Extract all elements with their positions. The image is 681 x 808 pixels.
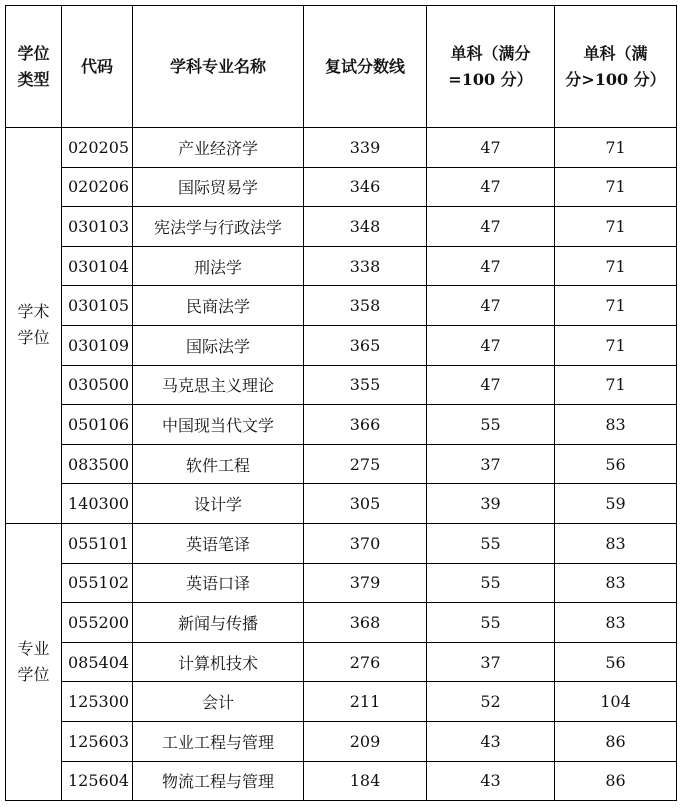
cell-single-over-100: 86 <box>555 761 677 801</box>
cell-single-over-100: 71 <box>555 325 677 365</box>
cell-major-name: 设计学 <box>133 484 304 524</box>
cell-major-name: 中国现当代文学 <box>133 405 304 445</box>
cell-major-name: 计算机技术 <box>133 642 304 682</box>
cell-single-100: 43 <box>427 721 555 761</box>
cell-code: 030104 <box>62 246 133 286</box>
cell-code: 125300 <box>62 682 133 722</box>
cell-code: 020206 <box>62 167 133 207</box>
table-row <box>6 167 677 207</box>
table-row <box>6 444 677 484</box>
cell-single-100: 37 <box>427 444 555 484</box>
cell-single-100: 47 <box>427 128 555 168</box>
cell-score: 275 <box>304 444 427 484</box>
cell-major-name: 马克思主义理论 <box>133 365 304 405</box>
group-academic-degree: 学术 学位 <box>6 128 62 524</box>
cell-major-name: 新闻与传播 <box>133 603 304 643</box>
cell-score: 366 <box>304 405 427 445</box>
cell-major-name: 刑法学 <box>133 246 304 286</box>
table-row <box>6 523 677 563</box>
cell-score: 379 <box>304 563 427 603</box>
cell-score: 358 <box>304 286 427 326</box>
cell-major-name: 会计 <box>133 682 304 722</box>
cell-single-100: 55 <box>427 523 555 563</box>
header-single-100: 单科（满分 =100 分） <box>427 6 555 128</box>
table-row <box>6 563 677 603</box>
cell-single-100: 47 <box>427 207 555 247</box>
cell-major-name: 英语口译 <box>133 563 304 603</box>
cell-major-name: 软件工程 <box>133 444 304 484</box>
cell-score: 346 <box>304 167 427 207</box>
cell-code: 125603 <box>62 721 133 761</box>
cell-score: 305 <box>304 484 427 524</box>
table-row <box>6 761 677 801</box>
cell-single-100: 39 <box>427 484 555 524</box>
cell-single-over-100: 56 <box>555 444 677 484</box>
cell-single-over-100: 71 <box>555 167 677 207</box>
cell-major-name: 物流工程与管理 <box>133 761 304 801</box>
cell-code: 030109 <box>62 325 133 365</box>
cell-code: 030105 <box>62 286 133 326</box>
table-row <box>6 721 677 761</box>
cell-single-over-100: 59 <box>555 484 677 524</box>
cell-score: 348 <box>304 207 427 247</box>
cell-major-name: 宪法学与行政法学 <box>133 207 304 247</box>
table-row <box>6 405 677 445</box>
cell-major-name: 国际贸易学 <box>133 167 304 207</box>
cell-score: 184 <box>304 761 427 801</box>
cell-major-name: 民商法学 <box>133 286 304 326</box>
cell-single-over-100: 104 <box>555 682 677 722</box>
cell-single-over-100: 83 <box>555 523 677 563</box>
cell-score: 209 <box>304 721 427 761</box>
cell-code: 020205 <box>62 128 133 168</box>
cell-single-over-100: 83 <box>555 603 677 643</box>
cell-single-over-100: 71 <box>555 246 677 286</box>
cell-code: 055102 <box>62 563 133 603</box>
cell-single-over-100: 83 <box>555 563 677 603</box>
cell-single-100: 47 <box>427 167 555 207</box>
header-code: 代码 <box>62 6 133 128</box>
cell-code: 140300 <box>62 484 133 524</box>
cell-major-name: 英语笔译 <box>133 523 304 563</box>
cell-code: 030500 <box>62 365 133 405</box>
cell-single-100: 55 <box>427 405 555 445</box>
cell-score: 276 <box>304 642 427 682</box>
header-score: 复试分数线 <box>304 6 427 128</box>
cell-single-100: 52 <box>427 682 555 722</box>
cell-score: 368 <box>304 603 427 643</box>
cell-single-over-100: 86 <box>555 721 677 761</box>
header-degree-type: 学位 类型 <box>6 6 62 128</box>
cell-code: 055101 <box>62 523 133 563</box>
cell-single-over-100: 71 <box>555 286 677 326</box>
table-row <box>6 207 677 247</box>
cell-single-over-100: 71 <box>555 207 677 247</box>
table-row <box>6 325 677 365</box>
cell-single-over-100: 83 <box>555 405 677 445</box>
cell-single-100: 47 <box>427 365 555 405</box>
cell-single-100: 47 <box>427 246 555 286</box>
cell-single-over-100: 71 <box>555 128 677 168</box>
cell-score: 365 <box>304 325 427 365</box>
cell-single-100: 55 <box>427 603 555 643</box>
table-row <box>6 365 677 405</box>
cell-major-name: 工业工程与管理 <box>133 721 304 761</box>
cell-code: 083500 <box>62 444 133 484</box>
cell-code: 030103 <box>62 207 133 247</box>
table-row <box>6 603 677 643</box>
group-professional-degree: 专业 学位 <box>6 523 62 800</box>
cell-single-100: 55 <box>427 563 555 603</box>
cell-score: 211 <box>304 682 427 722</box>
cell-single-over-100: 71 <box>555 365 677 405</box>
header-major-name: 学科专业名称 <box>133 6 304 128</box>
table-row <box>6 128 677 168</box>
table-row <box>6 682 677 722</box>
cell-single-100: 47 <box>427 325 555 365</box>
header-single-over-100: 单科（满 分>100 分） <box>555 6 677 128</box>
cell-major-name: 产业经济学 <box>133 128 304 168</box>
cell-code: 085404 <box>62 642 133 682</box>
header-row <box>6 6 677 128</box>
cell-code: 050106 <box>62 405 133 445</box>
score-table <box>5 5 677 801</box>
table-row <box>6 484 677 524</box>
cell-score: 338 <box>304 246 427 286</box>
table-row <box>6 642 677 682</box>
cell-score: 370 <box>304 523 427 563</box>
cell-score: 339 <box>304 128 427 168</box>
cell-major-name: 国际法学 <box>133 325 304 365</box>
cell-single-100: 37 <box>427 642 555 682</box>
cell-single-100: 47 <box>427 286 555 326</box>
cell-code: 125604 <box>62 761 133 801</box>
cell-score: 355 <box>304 365 427 405</box>
table-row <box>6 286 677 326</box>
cell-single-100: 43 <box>427 761 555 801</box>
cell-single-over-100: 56 <box>555 642 677 682</box>
cell-code: 055200 <box>62 603 133 643</box>
table-row <box>6 246 677 286</box>
